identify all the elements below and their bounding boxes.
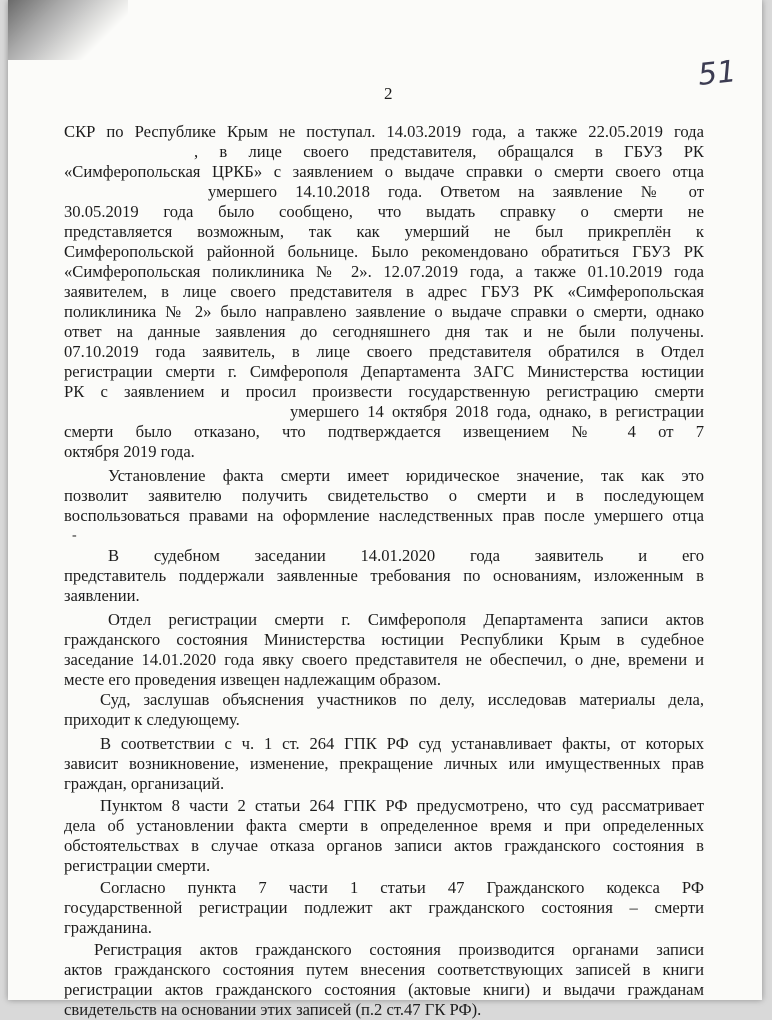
text-line: , в лице своего представителя, обращался в ГБУЗ РК bbox=[194, 142, 704, 161]
text-line: заявителем, в лице своего представителя в адрес ГБУЗ РК «Симферопольская bbox=[64, 282, 704, 301]
text-line: представитель поддержали заявленные требования по основаниям, изложенным в bbox=[64, 566, 704, 585]
text-line: регистрации смерти г. Симферополя Департамента ЗАГС Министерства юстиции bbox=[64, 362, 704, 381]
text-line: 30.05.2019 года было сообщено, что выдать справку о смерти не bbox=[64, 202, 704, 221]
text-line: октября 2019 года. bbox=[64, 442, 195, 461]
text-line: Установление факта смерти имеет юридическое значение, так как это bbox=[108, 466, 704, 485]
text-line: месте его проведения извещен надлежащим образом. bbox=[64, 670, 441, 689]
text-line: Отдел регистрации смерти г. Симферополя Департамента записи актов bbox=[108, 610, 704, 629]
text-line: представляется возможным, так как умерший не был прикреплён к bbox=[64, 222, 704, 241]
text-line: воспользоваться правами на оформление наследственных прав после умершего отца bbox=[64, 506, 704, 525]
text-line: Регистрация актов гражданского состояния производится органами записи bbox=[94, 940, 704, 959]
document-page bbox=[8, 0, 762, 1019]
text-line: поликлиника № 2» было направлено заявление о выдаче справки о смерти, однако bbox=[64, 302, 704, 321]
text-line: Симферопольской районной больнице. Было рекомендовано обратиться ГБУЗ РК bbox=[64, 242, 704, 261]
text-line: заявлении. bbox=[64, 586, 140, 605]
text-line: обстоятельствах в случае отказа органов записи актов гражданского состояния в bbox=[64, 836, 704, 855]
text-line: СКР по Республике Крым не поступал. 14.03.2019 года, а также 22.05.2019 года bbox=[64, 122, 704, 141]
text-line: дела об установлении факта смерти в определенное время и при определенных bbox=[64, 816, 704, 835]
text-line: смерти было отказано, что подтверждается извещением № 4 от 7 bbox=[64, 422, 704, 441]
text-line: В соответствии с ч. 1 ст. 264 ГПК РФ суд устанавливает факты, от которых bbox=[100, 734, 704, 753]
text-line: зависит возникновение, изменение, прекращение личных или имущественных прав bbox=[64, 754, 704, 773]
text-line: 07.10.2019 года заявитель, в лице своего представителя обратился в Отдел bbox=[64, 342, 704, 361]
scan-edge-shadow bbox=[8, 0, 128, 60]
text-line: РК с заявлением и просил произвести государственную регистрацию смерти bbox=[64, 382, 704, 401]
text-line: ответ на данные заявления до сегодняшнего дня так и не были получены. bbox=[64, 322, 704, 341]
text-line: Пунктом 8 части 2 статьи 264 ГПК РФ предусмотрено, что суд рассматривает bbox=[100, 796, 704, 815]
text-line: «Симферопольская ЦРКБ» с заявлением о выдаче справки о смерти своего отца bbox=[64, 162, 704, 181]
text-line: гражданина. bbox=[64, 918, 152, 937]
text-line: В судебном заседании 14.01.2020 года заявитель и его bbox=[108, 546, 704, 565]
text-line: «Симферопольская поликлиника № 2». 12.07.2019 года, а также 01.10.2019 года bbox=[64, 262, 704, 281]
text-line: граждан, организаций. bbox=[64, 774, 225, 793]
text-line: умершего 14 октября 2018 года, однако, в регистрации bbox=[290, 402, 704, 421]
text-line: гражданского состояния Министерства юстиции Республики Крым в судебное bbox=[64, 630, 704, 649]
handwritten-sheet-number: 51 bbox=[696, 54, 738, 93]
stray-mark: - bbox=[72, 528, 77, 543]
text-line: умершего 14.10.2018 года. Ответом на заявление № от bbox=[208, 182, 704, 201]
text-line: Суд, заслушав объяснения участников по делу, исследовав материалы дела, bbox=[100, 690, 704, 709]
text-line: Согласно пункта 7 части 1 статьи 47 Гражданского кодекса РФ bbox=[100, 878, 704, 897]
text-line: государственной регистрации подлежит акт гражданского состояния – смерти bbox=[64, 898, 704, 917]
text-line: позволит заявителю получить свидетельство о смерти и в последующем bbox=[64, 486, 704, 505]
text-line: регистрации актов гражданского состояния (актовые книги) и выдачи гражданам bbox=[64, 980, 704, 999]
text-line: актов гражданского состояния путем внесения соответствующих записей в книги bbox=[64, 960, 704, 979]
text-line: регистрации смерти. bbox=[64, 856, 211, 875]
text-line: заседание 14.01.2020 года явку своего представителя не обеспечил, о дне, времени и bbox=[64, 650, 704, 669]
text-line: свидетельств на основании этих записей (п.2 ст.47 ГК РФ). bbox=[64, 1000, 482, 1019]
text-line: приходит к следующему. bbox=[64, 710, 240, 729]
page-number: 2 bbox=[384, 84, 393, 103]
